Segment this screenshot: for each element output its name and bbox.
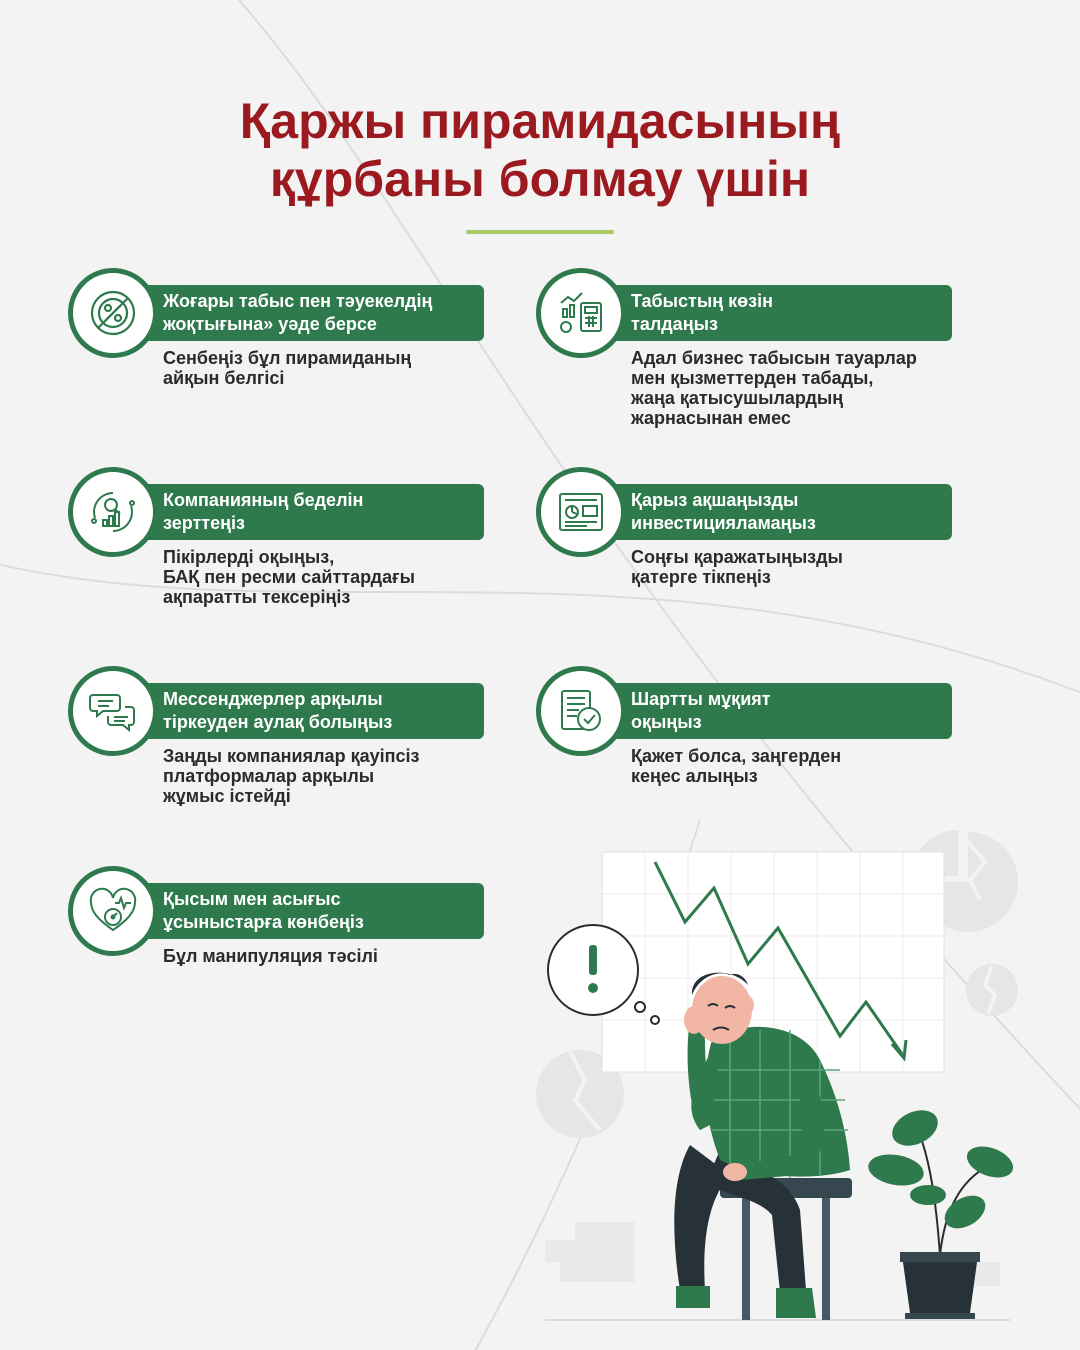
tip-title-line: инвестицияламаңыз — [631, 513, 816, 533]
tip-title-line: оқыңыз — [631, 712, 702, 732]
potted-plant — [866, 1103, 1018, 1319]
tip-desc-line: платформалар арқылы — [163, 766, 375, 786]
tip-title-line: Шартты мұқият — [631, 689, 771, 709]
tip-title-line: жоқтығына» уәде берсе — [163, 314, 377, 334]
tip-card-messengers — [68, 666, 508, 836]
worried-man-illustration — [520, 820, 1060, 1350]
tip-description — [163, 946, 508, 966]
research-icon — [89, 488, 137, 536]
tip-title-line: тіркеуден аулақ болыңыз — [163, 712, 393, 732]
tip-card-income-source — [536, 268, 976, 438]
tip-desc-line: Заңды компаниялар қауіпсіз — [163, 746, 420, 766]
page-title-line-1: Қаржы пирамидасының — [239, 93, 841, 149]
tip-desc-line: Қажет болса, заңгерден — [631, 746, 842, 766]
tip-description — [163, 746, 508, 806]
tip-desc-line: мен қызметтерден табады, — [631, 368, 874, 388]
chat-icon — [89, 687, 137, 735]
tip-desc-line: жарнасынан емес — [631, 408, 791, 428]
tip-card-read-contract — [536, 666, 976, 836]
tip-icon-badge — [536, 268, 626, 358]
tip-description — [163, 348, 508, 388]
tip-icon-badge — [536, 666, 626, 756]
tip-title — [631, 285, 951, 341]
tip-card-no-borrowed-money — [536, 467, 976, 637]
income-analysis-icon — [557, 289, 605, 337]
tip-desc-line: қатерге тікпеңіз — [631, 567, 771, 587]
page-title — [0, 92, 1080, 208]
tip-desc-line: кеңес алыңыз — [631, 766, 758, 786]
tip-icon-badge — [68, 866, 158, 956]
tip-title — [631, 484, 951, 540]
tip-icon-badge — [68, 467, 158, 557]
tip-title — [631, 683, 951, 739]
tip-title-line: Компанияның беделін — [163, 490, 364, 510]
tip-desc-line: Пікірлерді оқыңыз, — [163, 547, 335, 567]
tip-description — [631, 348, 976, 428]
tip-title — [163, 683, 483, 739]
tip-title — [163, 285, 483, 341]
tip-desc-line: БАҚ пен ресми сайттардағы — [163, 567, 415, 587]
tip-desc-line: Соңғы қаражатыңызды — [631, 547, 843, 567]
tip-title-line: Табыстың көзін — [631, 291, 773, 311]
tip-desc-line: Сенбеңіз бұл пирамиданың — [163, 348, 412, 368]
tip-title-line: Қысым мен асығыс — [163, 889, 341, 909]
page-title-line-2: құрбаны болмау үшін — [269, 151, 811, 207]
heart-pressure-icon — [89, 887, 137, 935]
tip-title — [163, 883, 483, 939]
tip-title-line: Мессенджерлер арқылы — [163, 689, 383, 709]
tip-desc-line: ақпаратты тексеріңіз — [163, 587, 351, 607]
tip-description — [631, 746, 976, 786]
tip-desc-line: Адал бизнес табысын тауарлар — [631, 348, 917, 368]
tip-icon-badge — [68, 268, 158, 358]
tip-card-pressure — [68, 866, 508, 1036]
tip-title-line: ұсыныстарға көнбеңіз — [163, 912, 364, 932]
no-percent-icon — [89, 289, 137, 337]
tip-title-line: Қарыз ақшаңызды — [631, 490, 799, 510]
newspaper-icon — [557, 488, 605, 536]
tip-title — [163, 484, 483, 540]
tip-description — [631, 547, 976, 587]
tip-desc-line: айқын белгісі — [163, 368, 285, 388]
tip-title-line: талдаңыз — [631, 314, 718, 334]
tip-card-reputation — [68, 467, 508, 637]
tip-title-line: зерттеңіз — [163, 513, 245, 533]
contract-check-icon — [557, 687, 605, 735]
tip-title-line: Жоғары табыс пен тәуекелдің — [163, 291, 433, 311]
tip-desc-line: жаңа қатысушылардың — [631, 388, 844, 408]
tip-icon-badge — [68, 666, 158, 756]
tip-icon-badge — [536, 467, 626, 557]
title-divider — [466, 230, 614, 234]
tip-desc-line: жұмыс істейді — [163, 786, 291, 806]
tip-description — [163, 547, 508, 607]
tip-card-high-returns — [68, 268, 508, 438]
tip-desc-line: Бұл манипуляция тәсілі — [163, 946, 378, 966]
